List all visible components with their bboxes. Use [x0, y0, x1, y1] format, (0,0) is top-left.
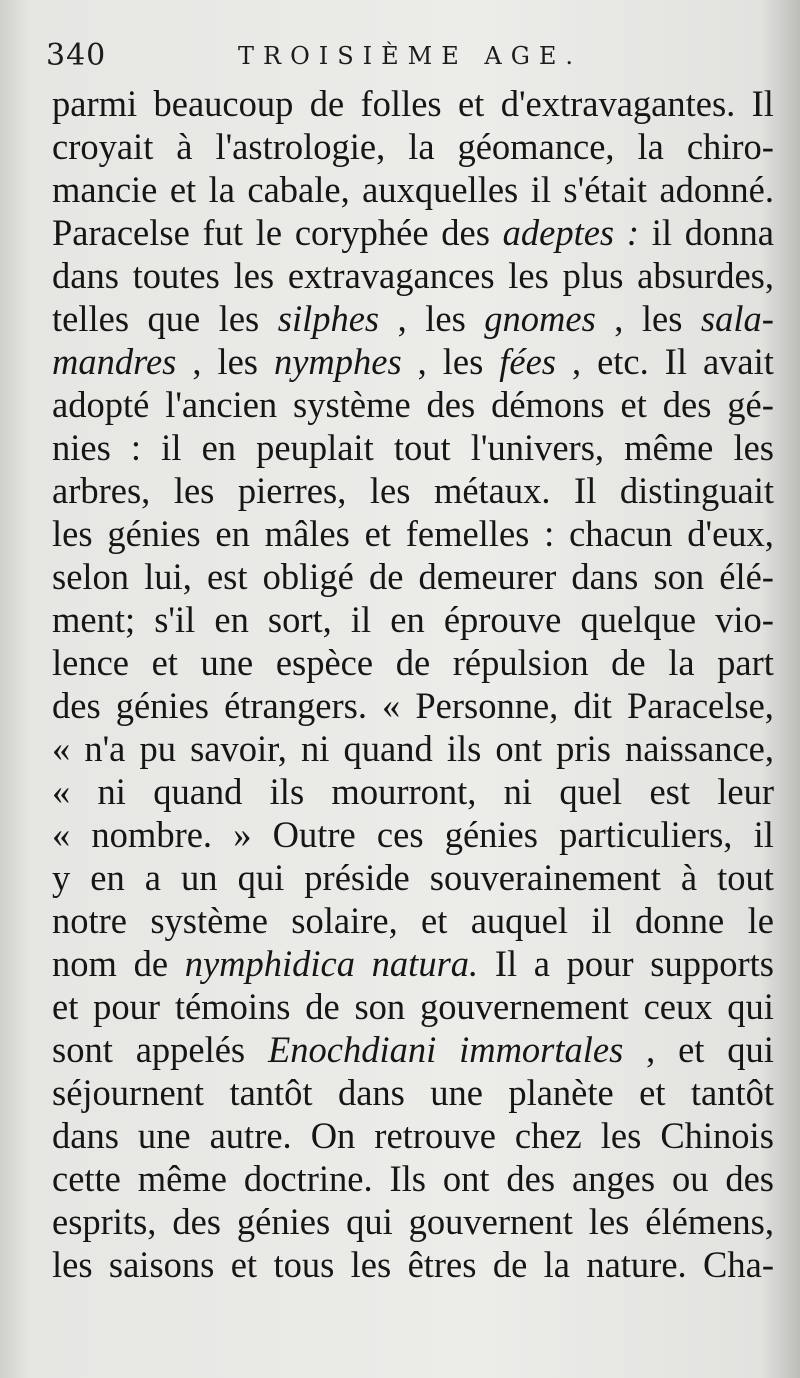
text-line: les génies en mâles et femelles : chacun d'eux, [52, 513, 774, 554]
text-line: telles que les silphes , les gnomes , les sala- [52, 298, 774, 339]
text-line: arbres, les pierres, les métaux. Il distinguait [52, 470, 774, 511]
text-line: « ni quand ils mourront, ni quel est leur [52, 771, 774, 812]
text-line: ment; s'il en sort, il en éprouve quelque vio- [52, 599, 774, 640]
text-line: « nombre. » Outre ces génies particuliers, il [52, 814, 774, 855]
text-line: cette même doctrine. Ils ont des anges ou des [52, 1158, 774, 1199]
text-line: dans toutes les extravagances les plus absurdes, [52, 255, 774, 296]
text-line: selon lui, est obligé de demeurer dans son élé- [52, 556, 774, 597]
text-line: esprits, des génies qui gouvernent les élémens, [52, 1201, 774, 1242]
text-line: Paracelse fut le coryphée des adeptes : il donna [52, 212, 774, 253]
running-head: TROISIÈME AGE. [238, 42, 583, 70]
text-line: dans une autre. On retrouve chez les Chinois [52, 1115, 774, 1156]
text-line: adopté l'ancien système des démons et des gé- [52, 384, 774, 425]
text-line: croyait à l'astrologie, la géomance, la chiro- [52, 126, 774, 167]
body-text [52, 82, 774, 1286]
page-number: 340 [46, 38, 107, 73]
text-line: mandres , les nymphes , les fées , etc. Il avait [52, 341, 774, 382]
text-line: y en a un qui préside souverainement à tout [52, 857, 774, 898]
page-header [38, 28, 778, 78]
text-line: sont appelés Enochdiani immortales , et qui [52, 1029, 774, 1070]
text-line: et pour témoins de son gouvernement ceux qui [52, 986, 774, 1027]
text-line: nies : il en peuplait tout l'univers, même les [52, 427, 774, 468]
text-line: mancie et la cabale, auxquelles il s'était adonné. [52, 169, 774, 210]
text-line: lence et une espèce de répulsion de la part [52, 642, 774, 683]
text-line: séjournent tantôt dans une planète et tantôt [52, 1072, 774, 1113]
text-line: « n'a pu savoir, ni quand ils ont pris naissance, [52, 728, 774, 769]
text-line: notre système solaire, et auquel il donne le [52, 900, 774, 941]
text-line: nom de nymphidica natura. Il a pour supports [52, 943, 774, 984]
text-line: parmi beaucoup de folles et d'extravagantes. Il [52, 83, 774, 124]
text-line: des génies étrangers. « Personne, dit Paracelse, [52, 685, 774, 726]
text-line: les saisons et tous les êtres de la nature. Cha- [52, 1244, 774, 1285]
